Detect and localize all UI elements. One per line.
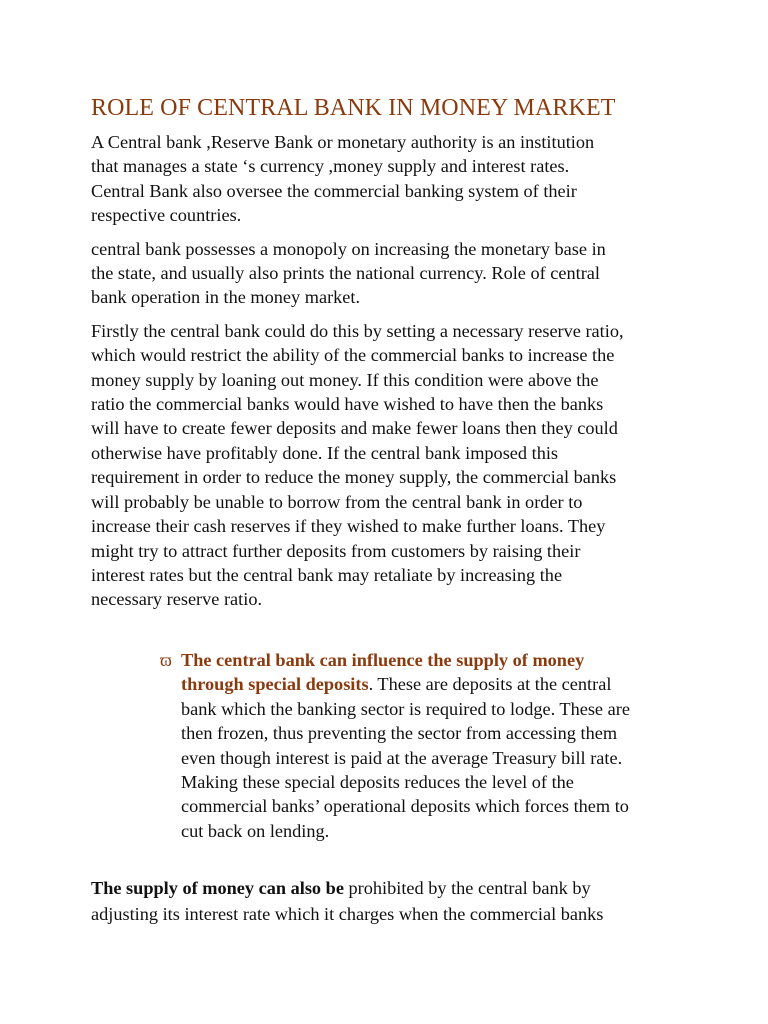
- text-line: prohibited by the central bank by: [343, 878, 591, 898]
- text-line: bank which the banking sector is required to lodge. These are: [181, 698, 630, 719]
- bullet-glyph-icon: ϖ: [160, 650, 172, 670]
- bullet-highlight: through special deposits: [181, 674, 369, 695]
- text-line: Making these special deposits reduces the level of the: [181, 772, 574, 793]
- text-line: ratio the commercial banks would have wished to have then the banks: [91, 394, 604, 415]
- text-line: then frozen, thus preventing the sector from accessing them: [181, 723, 618, 744]
- text-line: central bank possesses a monopoly on increasing the monetary base in: [91, 238, 606, 259]
- bullet-text: [181, 648, 701, 843]
- text-line: bank operation in the money market.: [91, 287, 361, 308]
- bullet-highlight: The central bank can influence the supply of money: [181, 650, 585, 670]
- paragraph-monopoly: [91, 237, 691, 310]
- text-line: otherwise have profitably done. If the central bank imposed this: [91, 442, 559, 463]
- text-line: Central Bank also oversee the commercial banking system of their: [91, 180, 577, 201]
- text-line: . These are deposits at the central: [368, 674, 612, 695]
- text-line: even though interest is paid at the average Treasury bill rate.: [181, 747, 623, 768]
- document-page: [91, 92, 691, 924]
- paragraph-reserve-ratio: [91, 319, 691, 612]
- paragraph-interest-rate: [91, 875, 603, 927]
- text-line: will probably be unable to borrow from the central bank in order to: [91, 491, 583, 512]
- text-line: commercial banks’ operational deposits which forces them to: [181, 796, 629, 817]
- text-line: requirement in order to reduce the money supply, the commercial banks: [91, 467, 617, 488]
- bullet-item-special-deposits: [160, 648, 701, 843]
- text-line: necessary reserve ratio.: [91, 589, 263, 610]
- text-line: adjusting its interest rate which it charges when the commercial banks: [91, 904, 604, 924]
- text-line: interest rates but the central bank may retaliate by increasing the: [91, 564, 563, 585]
- text-line: will have to create fewer deposits and make fewer loans then they could: [91, 418, 618, 439]
- text-line: the state, and usually also prints the national currency. Role of central: [91, 263, 601, 284]
- text-line: that manages a state ‘s currency ,money supply and interest rates.: [91, 156, 570, 177]
- page-title: ROLE OF CENTRAL BANK IN MONEY MARKET: [91, 95, 616, 121]
- text-line: increase their cash reserves if they wished to make further loans. They: [91, 516, 606, 537]
- text-line: Firstly the central bank could do this by setting a necessary reserve ratio,: [91, 320, 624, 341]
- text-line: might try to attract further deposits from customers by raising their: [91, 540, 581, 561]
- paragraph-definition: [91, 130, 691, 228]
- text-line: respective countries.: [91, 205, 242, 226]
- text-line: cut back on lending.: [181, 820, 330, 841]
- bold-lead-in: The supply of money can also be: [91, 878, 344, 898]
- text-line: which would restrict the ability of the commercial banks to increase the: [91, 345, 615, 366]
- text-line: A Central bank ,Reserve Bank or monetary authority is an institution: [91, 132, 595, 152]
- text-line: money supply by loaning out money. If this condition were above the: [91, 369, 599, 390]
